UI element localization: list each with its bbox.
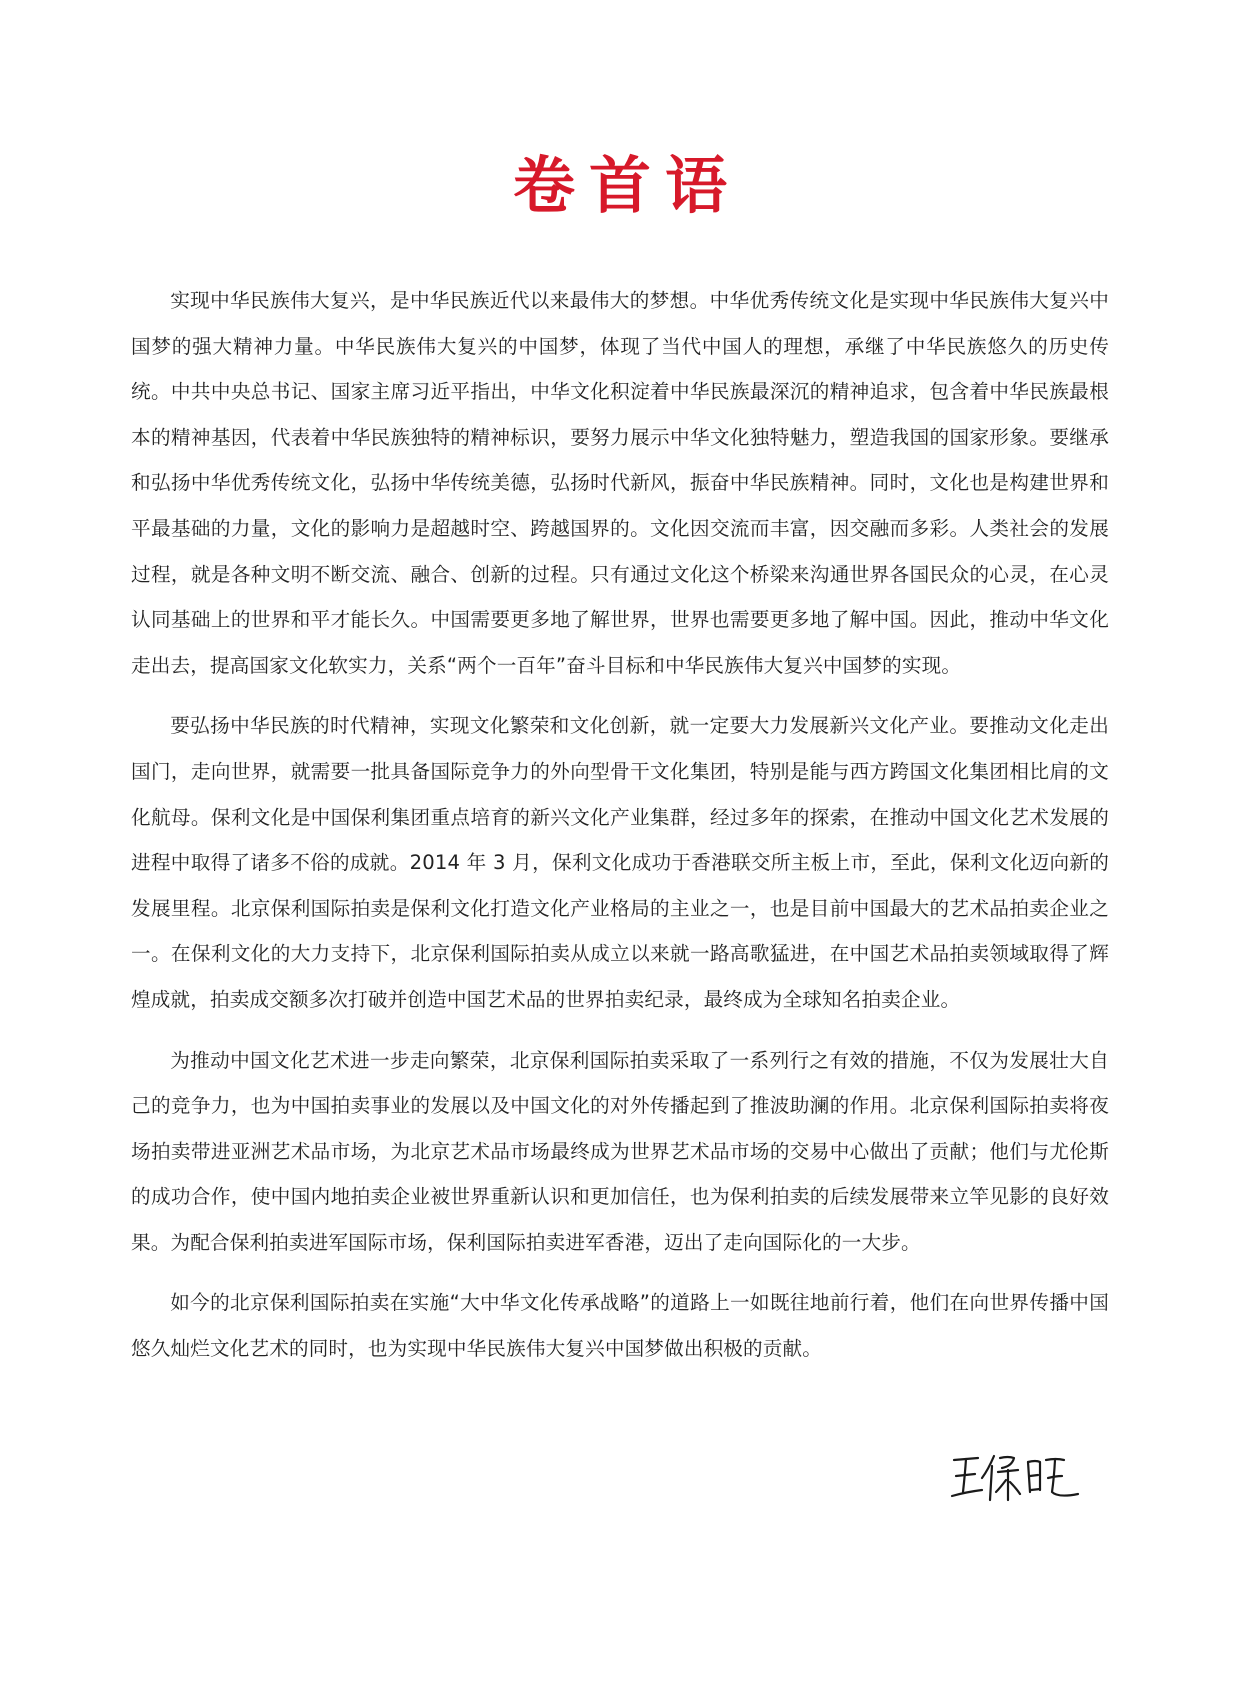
handwritten-signature-icon [948, 1448, 1088, 1508]
signature [948, 1448, 1088, 1508]
paragraph-2: 要弘扬中华民族的时代精神，实现文化繁荣和文化创新，就一定要大力发展新兴文化产业。要推动文化走出国门，走向世界，就需要一批具备国际竞争力的外向型骨干文化集团，特别是能与西方跨国文化集团相比肩的文化航母。保利文化是中国保利集团重点培育的新兴文化产业集群，经过多年的探索，在推动中国文化艺术发展的进程中取得了诸多不俗的成就。2014 年 3 月，保利文化成功于香港联交所主板上市，至此，保利文化迈向新的发展里程。北京保利国际拍卖是保利文化打造文化产业格局的主业之一，也是目前中国最大的艺术品拍卖企业之一。在保利文化的大力支持下，北京保利国际拍卖从成立以来就一路高歌猛进，在中国艺术品拍卖领域取得了辉煌成就，拍卖成交额多次打破并创造中国艺术品的世界拍卖纪录，最终成为全球知名拍卖企业。 [131, 714, 1109, 1011]
paragraph-1: 实现中华民族伟大复兴，是中华民族近代以来最伟大的梦想。中华优秀传统文化是实现中华民族伟大复兴中国梦的强大精神力量。中华民族伟大复兴的中国梦，体现了当代中国人的理想，承继了中华民族悠久的历史传统。中共中央总书记、国家主席习近平指出，中华文化积淀着中华民族最深沉的精神追求，包含着中华民族最根本的精神基因，代表着中华民族独特的精神标识，要努力展示中华文化独特魅力，塑造我国的国家形象。要继承和弘扬中华优秀传统文化，弘扬中华传统美德，弘扬时代新风，振奋中华民族精神。同时，文化也是构建世界和平最基础的力量，文化的影响力是超越时空、跨越国界的。文化因交流而丰富，因交融而多彩。人类社会的发展过程，就是各种文明不断交流、融合、创新的过程。只有通过文化这个桥梁来沟通世界各国民众的心灵，在心灵认同基础上的世界和平才能长久。中国需要更多地了解世界，世界也需要更多地了解中国。因此，推动中华文化走出去，提高国家文化软实力，关系“两个一百年”奋斗目标和中华民族伟大复兴中国梦的实现。 [131, 289, 1109, 677]
paragraph-3: 为推动中国文化艺术进一步走向繁荣，北京保利国际拍卖采取了一系列行之有效的措施，不仅为发展壮大自己的竞争力，也为中国拍卖事业的发展以及中国文化的对外传播起到了推波助澜的作用。北京保利国际拍卖将夜场拍卖带进亚洲艺术品市场，为北京艺术品市场最终成为世界艺术品市场的交易中心做出了贡献；他们与尤伦斯的成功合作，使中国内地拍卖企业被世界重新认识和更加信任，也为保利拍卖的后续发展带来立竿见影的良好效果。为配合保利拍卖进军国际市场，保利国际拍卖进军香港，迈出了走向国际化的一大步。 [131, 1048, 1109, 1254]
body-text [131, 278, 1109, 1387]
paragraph-4: 如今的北京保利国际拍卖在实施“大中华文化传承战略”的道路上一如既往地前行着，他们在向世界传播中国悠久灿烂文化艺术的同时，也为实现中华民族伟大复兴中国梦做出积极的贡献。 [131, 1291, 1110, 1361]
page-title: 卷首语 [512, 149, 741, 222]
